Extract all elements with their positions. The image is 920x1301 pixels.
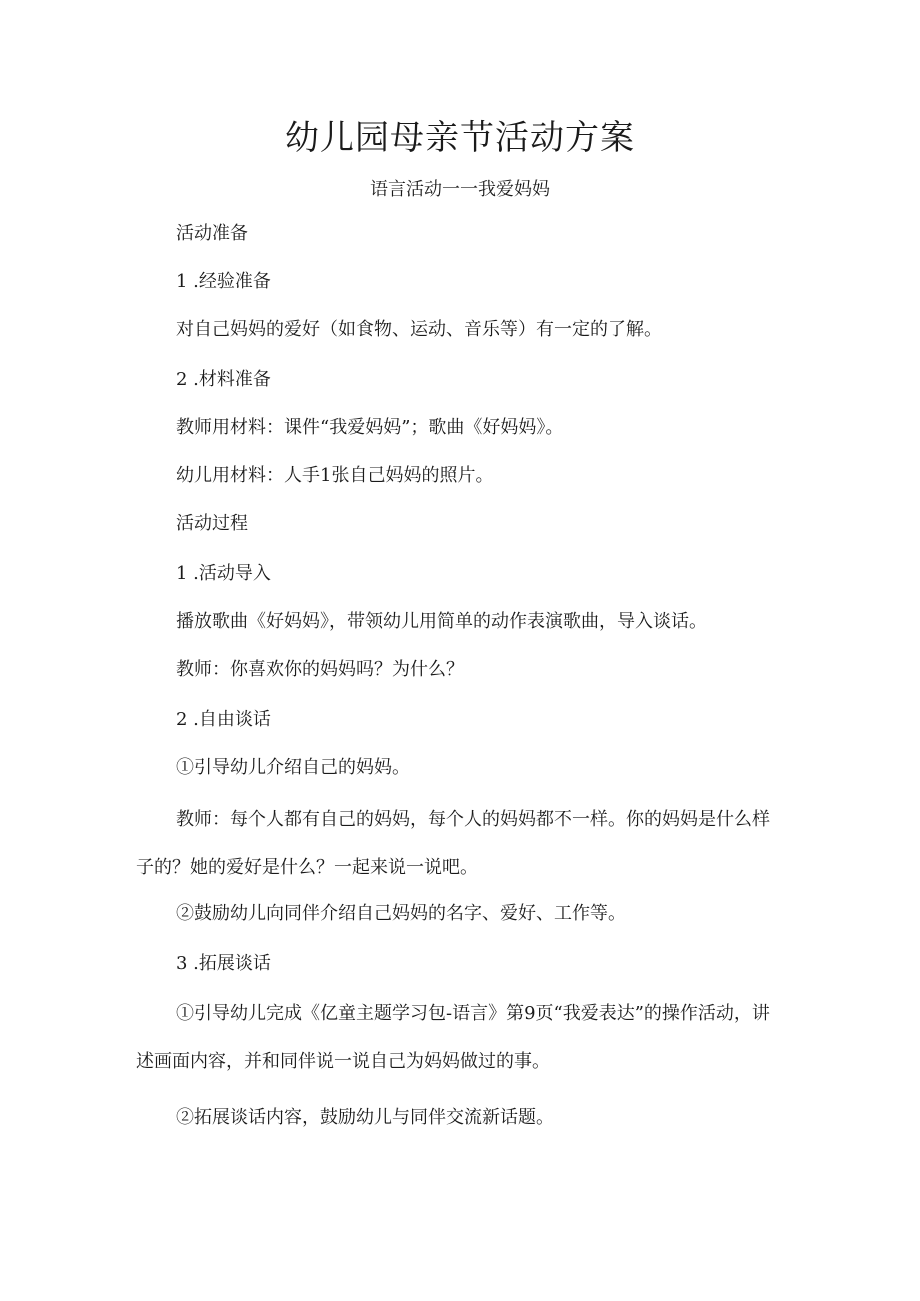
subsection-heading: 3 .拓展谈话	[176, 953, 271, 974]
subsection-heading: 1 .经验准备	[176, 271, 271, 292]
section-heading-process: 活动过程	[176, 513, 248, 534]
paragraph: 播放歌曲《好妈妈》，带领幼儿用简单的动作表演歌曲，导入谈话。	[176, 611, 707, 632]
paragraph: ①引导幼儿介绍自己的妈妈。	[176, 757, 410, 778]
section-heading-preparation: 活动准备	[176, 223, 248, 244]
paragraph: 教师用材料：课件“我爱妈妈”；歌曲《好妈妈》。	[176, 417, 564, 438]
subsection-heading: 1 .活动导入	[176, 563, 271, 584]
subsection-heading: 2 .材料准备	[176, 369, 271, 390]
document-subtitle: 语言活动一一我爱妈妈	[370, 179, 550, 200]
paragraph: 教师：你喜欢你的妈妈吗？为什么？	[176, 659, 464, 680]
paragraph: ①引导幼儿完成《亿童主题学习包-语言》第9页“我爱表达”的操作活动，讲述画面内容，并和同伴说一说自己为妈妈做过的事。	[136, 1003, 770, 1072]
paragraph: 幼儿用材料：人手1张自己妈妈的照片。	[176, 465, 494, 486]
paragraph: ②鼓励幼儿向同伴介绍自己妈妈的名字、爱好、工作等。	[176, 903, 626, 924]
subsection-heading: 2 .自由谈话	[176, 709, 271, 730]
paragraph: 教师：每个人都有自己的妈妈，每个人的妈妈都不一样。你的妈妈是什么样子的？她的爱好是什么？一起来说一说吧。	[136, 809, 770, 878]
document-title: 幼儿园母亲节活动方案	[285, 118, 635, 158]
paragraph: 对自己妈妈的爱好（如食物、运动、音乐等）有一定的了解。	[176, 319, 662, 340]
paragraph: ②拓展谈话内容，鼓励幼儿与同伴交流新话题。	[176, 1107, 554, 1128]
